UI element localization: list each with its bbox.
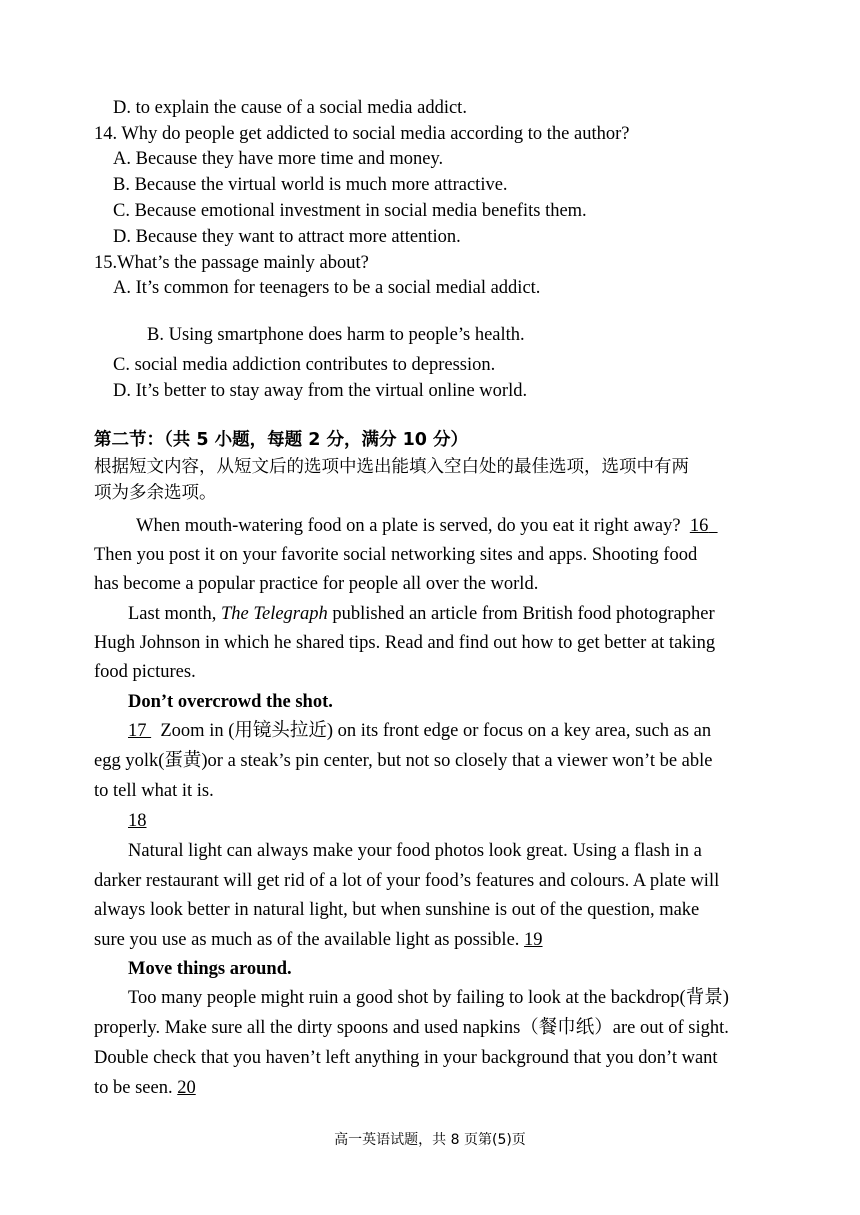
passage-paragraph-2-line-3: food pictures. — [94, 662, 196, 682]
passage-paragraph-4-line-3: always look better in natural light, but when sunshine is out of the question, make — [94, 900, 700, 920]
passage-paragraph-1-line-3: has become a popular practice for people all over the world. — [94, 574, 539, 594]
q14-option-b: B. Because the virtual world is much more attractive. — [113, 175, 508, 195]
passage-paragraph-3-line-3: to tell what it is. — [94, 781, 214, 801]
passage-paragraph-5-line-1: Too many people might ruin a good shot by failing to look at the backdrop(背景) — [128, 988, 729, 1008]
passage-text: Last month, — [128, 604, 217, 624]
passage-paragraph-3-line-1 — [128, 719, 711, 743]
passage-paragraph-5-line-3: Double check that you haven’t left anything in your background that you don’t want — [94, 1048, 718, 1068]
section-instructions-line1: 根据短文内容，从短文后的选项中选出能填入空白处的最佳选项，选项中有两 — [94, 457, 689, 477]
blank-19[interactable]: 19 — [524, 930, 543, 950]
section-heading: 第二节：（共 5 小题，每题 2 分，满分 10 分） — [94, 430, 469, 450]
passage-paragraph-1-line-1 — [136, 514, 718, 538]
passage-text: published an article from British food photographer — [332, 604, 715, 624]
subheading-move-things: Move things around. — [128, 959, 292, 979]
passage-paragraph-2-line-2: Hugh Johnson in which he shared tips. Read and find out how to get better at taking — [94, 633, 716, 653]
q15-option-d: D. It’s better to stay away from the virtual online world. — [113, 381, 528, 401]
q15-option-a: A. It’s common for teenagers to be a social medial addict. — [113, 278, 541, 298]
passage-paragraph-3-line-2: egg yolk(蛋黄)or a steak’s pin center, but not so closely that a viewer won’t be able — [94, 751, 713, 771]
blank-20[interactable]: 20 — [177, 1078, 196, 1098]
section-instructions-line2: 项为多余选项。 — [94, 483, 217, 503]
passage-text: sure you use as much as of the available light as possible. — [94, 930, 520, 950]
q15-option-b: B. Using smartphone does harm to people’s health. — [147, 325, 525, 345]
newspaper-title: The Telegraph — [221, 604, 328, 624]
blank-17[interactable]: 17 — [128, 721, 147, 741]
q14-option-d: D. Because they want to attract more attention. — [113, 227, 461, 247]
passage-text: Zoom in (用镜头拉近) on its front edge or focus on a key area, such as an — [160, 721, 712, 741]
q15-stem: 15.What’s the passage mainly about? — [94, 253, 369, 273]
passage-paragraph-4-line-1: Natural light can always make your food photos look great. Using a flash in a — [128, 841, 702, 861]
blank-18[interactable]: 18 — [128, 811, 147, 831]
q13-option-d: D. to explain the cause of a social media addict. — [113, 98, 467, 118]
page-footer: 高一英语试题，共 8 页第(5)页 — [334, 1132, 526, 1148]
q14-stem: 14. Why do people get addicted to social media according to the author? — [94, 124, 630, 144]
passage-paragraph-5-line-2: properly. Make sure all the dirty spoons and used napkins（餐巾纸）are out of sight. — [94, 1018, 729, 1038]
blank-16[interactable]: 16 — [689, 516, 709, 536]
passage-text: to be seen. — [94, 1078, 173, 1098]
q14-option-c: C. Because emotional investment in social media benefits them. — [113, 201, 587, 221]
passage-paragraph-4-line-4 — [94, 928, 543, 952]
passage-paragraph-2-line-1 — [128, 602, 715, 626]
subheading-dont-overcrowd: Don’t overcrowd the shot. — [128, 692, 333, 712]
passage-text: When mouth-watering food on a plate is served, do you eat it right away? — [136, 516, 681, 536]
q14-option-a: A. Because they have more time and money. — [113, 149, 444, 169]
q15-option-c: C. social media addiction contributes to depression. — [113, 355, 496, 375]
passage-paragraph-5-line-4 — [94, 1076, 196, 1100]
passage-paragraph-4-line-2: darker restaurant will get rid of a lot of your food’s features and colours. A plate will — [94, 871, 720, 891]
passage-paragraph-1-line-2: Then you post it on your favorite social networking sites and apps. Shooting food — [94, 545, 698, 565]
